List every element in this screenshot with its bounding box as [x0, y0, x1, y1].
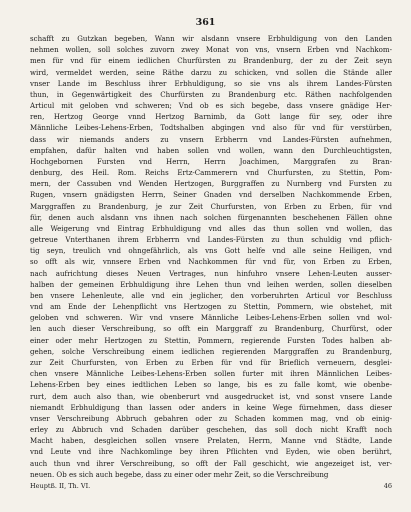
text-line: alle Weigerung vnd Eintrag Erbhuldigung vnd alles das thun sollen vnd wollen, das — [30, 223, 392, 233]
text-line: wird, vermeldet werden, seine Räthe darzu zu schicken, vnd sollen die Stände aller — [30, 67, 392, 77]
text-line: dass wir niemands anders zu vnsern Erbherrn vnd Landes-Fürsten aufnehmen, — [30, 134, 392, 144]
text-line: Articul mit geloben vnd schweren; Vnd ob es sich begebe, dass vnsere gnädige Her- — [30, 101, 392, 111]
text-line: len auch dieser Verschreibung, so offt ein Marggraff zu Brandenburg, Churfürst, oder — [30, 324, 392, 334]
text-line: thun, in Gegenwärtigkeit des Churfürsten zu Brandenburg etc. Räthen nachfolgenden — [30, 89, 392, 99]
text-line: vnser Verschreibung Abbruch gebahren oder zu Schaden kommen mag, vnd ob einig- — [30, 413, 392, 423]
footer-signature: Heuptß. II, Th. VI. — [30, 482, 91, 490]
text-line: Lehens-Erben bey eines iedtlichen Leben so lange, bis es zu falle komt, wie obenbe- — [30, 380, 392, 390]
body-text — [30, 33, 392, 480]
text-line: neuen. Ob es sich auch begebe, dass zu einer oder mehr Zeit, so die Verschreibung — [30, 469, 329, 479]
text-line: ren, Hertzog George vnnd Hertzog Barnimb, da Gott lange für sey, oder ihre — [30, 112, 392, 122]
text-line: men für vnd für einem iedlichen Churfürsten zu Brandenburg, der zu der Zeit seyn — [30, 56, 392, 66]
text-line: gehen, solche Verschreibung einem iedlichen regierenden Marggraffen zu Brandenburg, — [30, 346, 392, 356]
text-line: auch thun vnd ihrer Verschreibung, so offt der Fall geschicht, wie angezeiget ist, ver- — [30, 458, 392, 468]
text-line: zur Zeit Churfursten, von Erben zu Erben für vnd für Brieflich verneuern, desglei- — [30, 357, 392, 367]
text-line: Marggraffen zu Brandenburg, je zur Zeit Churfursten, von Erben zu Erben, für vnd — [30, 201, 392, 211]
text-line: nach aufrichtung dieses Neuen Vertrages, nun hinfuhro vnsere Lehen-Leuten ausser- — [30, 268, 392, 278]
text-line: vnser Lande im Beschluss ihrer Erbhuldigung, so sie vns als ihrem Landes-Fürsten — [30, 78, 392, 88]
text-line: vnd Leute vnd ihre Nachkomlinge bey ihren Pflichten vnd Eyden, wie oben berührt, — [30, 447, 392, 457]
text-line: Männliche Leibes-Lehens-Erben, Todtshalben abgingen vnd also für vnd für verstürben, — [30, 123, 392, 133]
text-line: nehmen wollen, soll solches zuvorn zwey Monat von vns, vnsern Erben vnd Nachkom- — [30, 45, 392, 55]
text-line: rurt, dem auch also than, wie obenberurt vnd ausgedrucket ist, vnd sonst vnsere Lande — [30, 391, 392, 401]
text-line: einer oder mehr Hertzogen zu Stettin, Pommern, regierende Fursten Todes halben ab- — [30, 335, 392, 345]
text-line: empfahen, dafür halten vnd haben sollen vnd wollen, wann den Durchleuchtigsten, — [30, 145, 392, 155]
text-line: vnd am Ende der Lehenpflicht vns Hertzogen zu Stettin, Pommern, wie obstehet, mit — [30, 302, 392, 312]
text-line: chen vnsere Männliche Leibes-Lehens-Erben sollen furter mit ihren Männlichen Leibes- — [30, 369, 392, 379]
text-line: ben vnsere Lehenleute, alle vnd ein jeglicher, den vorberuhrten Articul vor Beschluss — [30, 290, 392, 300]
text-line: denburg, des Heil. Rom. Reichs Ertz-Cammerern vnd Churfursten, zu Stettin, Pom- — [30, 168, 392, 178]
page-number: 361 — [195, 17, 216, 28]
text-line: Hochgebornen Fursten vnd Herrn, Herrn Joachimen, Marggrafen zu Bran- — [30, 156, 392, 166]
text-line: für, denen auch alsdann vns ihnen nach solchen fürgenannten beschehenen Fällen ohne — [30, 212, 392, 222]
text-line: mern, der Cassuben vnd Wenden Hertzogen, Burggraffen zu Nurnberg vnd Fursten zu — [30, 179, 392, 189]
page-footer — [30, 482, 392, 490]
text-line: schafft zu Gutzkan begeben, Wann wir alsdann vnsere Erbhuldigung von den Landen — [30, 34, 392, 43]
text-line: so offt als wir, vnnsere Erben vnd Nachkommen für vnd für, von Erben zu Erben, — [30, 257, 392, 267]
text-line: Macht haben, desgleichen sollen vnsere Prelaten, Herrn, Manne vnd Städte, Lande — [30, 436, 392, 446]
text-line: erley zu Abbruch vnd Schaden darüber geschehen, das soll doch nicht Krafft noch — [30, 425, 392, 435]
text-line: niemandt Erbhuldigung than lassen oder anders in keine Wege fürnehmen, dass dieser — [30, 402, 392, 412]
text-line: Rugen, vnsern gnädigsten Herrn, Seiner Gnaden vnd derselben Nachkommende Erben, — [30, 190, 392, 200]
text-line: getreue Vnterthanen ihrem Erbherrn vnd Landes-Fürsten zu thun schuldig vnd pflich- — [30, 235, 392, 245]
footer-sheet-number: 46 — [383, 482, 392, 490]
text-line: geloben vnd schweren. Wir vnd vnsere Männliche Leibes-Lehens-Erben sollen vnd wol- — [30, 313, 392, 323]
text-line: tig seyn, treulich vnd ohngefährlich, als vns Gott helfe vnd alle seine Heiligen, vnd — [30, 246, 392, 256]
text-line: halben der gemeinen Erbhuldigung ihre Lehen thun vnd leihen werden, sollen dieselben — [30, 279, 392, 289]
